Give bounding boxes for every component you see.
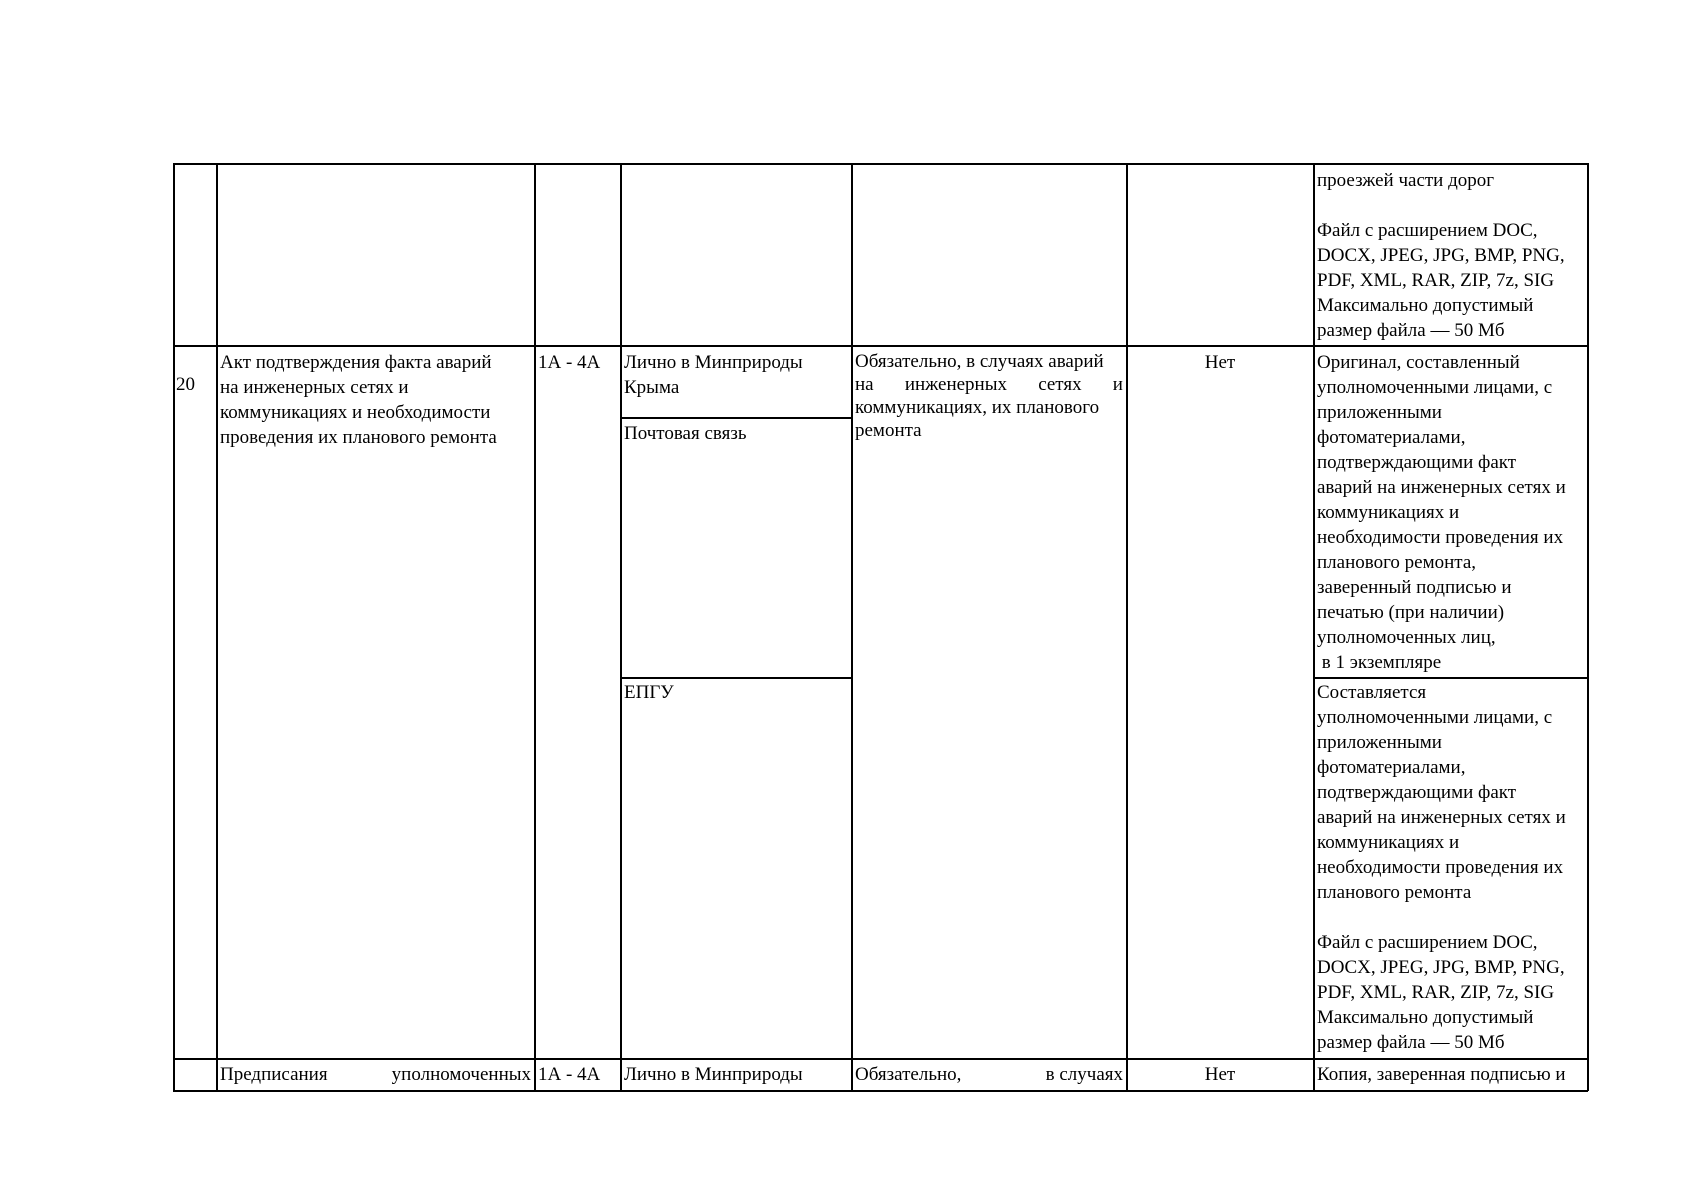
- document-name-cell: [220, 350, 497, 450]
- form-original-cell: [1317, 350, 1566, 675]
- text-line: DOCX, JPEG, JPG, BMP, PNG,: [1317, 957, 1565, 978]
- text-line: коммуникациях и: [1317, 832, 1460, 853]
- text-line: Составляется: [1317, 682, 1427, 703]
- text-line: планового ремонта: [1317, 882, 1472, 903]
- submit-epgu-cell: ЕПГУ: [624, 682, 674, 703]
- text-line: Максимально допустимый: [1317, 295, 1534, 316]
- text-line: проведения их планового ремонта: [220, 427, 497, 448]
- text-line: Акт подтверждения факта аварий: [220, 352, 492, 373]
- text-line: аварий на инженерных сетях и: [1317, 477, 1566, 498]
- text-line: Максимально допустимый: [1317, 1007, 1534, 1028]
- text-line: Обязательно, в случаях аварий: [855, 351, 1104, 372]
- next-form-cell: Копия, заверенная подписью и: [1317, 1064, 1566, 1085]
- text-line: фотоматериалами,: [1317, 427, 1466, 448]
- text-line: необходимости проведения их: [1317, 857, 1564, 878]
- next-requirement-cell: [855, 1062, 1123, 1087]
- text-line: PDF, XML, RAR, ZIP, 7z, SIG: [1317, 982, 1555, 1003]
- text-line: коммуникациях и необходимости: [220, 402, 491, 423]
- text-line: подтверждающими факт: [1317, 782, 1517, 803]
- table-top-border: [173, 163, 1588, 165]
- justified-line: [855, 373, 1123, 396]
- text-line: фотоматериалами,: [1317, 757, 1466, 778]
- word: Обязательно,: [855, 1064, 962, 1085]
- text-line: DOCX, JPEG, JPG, BMP, PNG,: [1317, 245, 1565, 266]
- text-line: уполномоченными лицами, с: [1317, 707, 1553, 728]
- text-line: коммуникациях, их планового: [855, 397, 1100, 418]
- submit-divider-post: [620, 417, 851, 419]
- col-border-3: [620, 163, 622, 1091]
- text-line: коммуникациях и: [1317, 502, 1460, 523]
- word: на: [855, 374, 874, 395]
- cell-top-g: [1317, 168, 1565, 343]
- text-line: Лично в Минприроды: [624, 352, 803, 373]
- text-line: в 1 экземпляре: [1317, 652, 1442, 673]
- table-bottom-border: [173, 1090, 1588, 1092]
- next-extra-flag-cell: Нет: [1204, 1064, 1236, 1085]
- row-divider-bottom: [173, 1058, 1588, 1060]
- text-line: уполномоченными лицами, с: [1317, 377, 1553, 398]
- col-border-4: [851, 163, 853, 1091]
- submit-post-cell: Почтовая связь: [624, 423, 747, 444]
- text-line: Крыма: [624, 377, 680, 398]
- text-line: на инженерных сетях и: [220, 377, 409, 398]
- row-number: 20: [176, 374, 195, 395]
- next-submit-cell: Лично в Минприроды: [624, 1064, 803, 1085]
- word: и: [1112, 374, 1123, 395]
- category-cell: 1А - 4А: [538, 352, 601, 373]
- g-divider: [1313, 677, 1588, 679]
- col-border-right: [1587, 163, 1589, 1091]
- text-line: приложенными: [1317, 402, 1442, 423]
- text-line: планового ремонта,: [1317, 552, 1477, 573]
- text-line: размер файла — 50 Мб: [1317, 320, 1505, 341]
- text-line: проезжей части дорог: [1317, 170, 1495, 191]
- text-line: [1317, 193, 1565, 218]
- submit-personal-cell: [624, 350, 803, 400]
- word: сетях: [1038, 374, 1082, 395]
- text-line: размер файла — 50 Мб: [1317, 1032, 1505, 1053]
- text-line: подтверждающими факт: [1317, 452, 1517, 473]
- word: в случаях: [1045, 1064, 1123, 1085]
- text-line: [1317, 905, 1566, 930]
- form-electronic-cell: [1317, 680, 1566, 1055]
- text-line: приложенными: [1317, 732, 1442, 753]
- word: Предписания: [220, 1064, 328, 1085]
- row-divider-top: [173, 345, 1588, 347]
- col-border-2: [534, 163, 536, 1091]
- extra-flag-cell: Нет: [1204, 352, 1236, 373]
- next-document-name-cell: [220, 1062, 531, 1087]
- text-line: аварий на инженерных сетях и: [1317, 807, 1566, 828]
- word: инженерных: [904, 374, 1007, 395]
- text-line: ремонта: [855, 420, 922, 441]
- col-border-left: [173, 163, 175, 1091]
- text-line: Файл с расширением DOC,: [1317, 220, 1538, 241]
- col-border-5: [1126, 163, 1128, 1091]
- text-line: печатью (при наличии): [1317, 602, 1505, 623]
- text-line: Оригинал, составленный: [1317, 352, 1520, 373]
- word: уполномоченных: [391, 1064, 531, 1085]
- text-line: PDF, XML, RAR, ZIP, 7z, SIG: [1317, 270, 1555, 291]
- text-line: уполномоченных лиц,: [1317, 627, 1496, 648]
- col-border-1: [216, 163, 218, 1091]
- submit-divider-epgu: [620, 677, 851, 679]
- text-line: необходимости проведения их: [1317, 527, 1564, 548]
- requirement-cell: [855, 350, 1123, 442]
- col-border-6: [1313, 163, 1315, 1091]
- text-line: Файл с расширением DOC,: [1317, 932, 1538, 953]
- text-line: заверенный подписью и: [1317, 577, 1512, 598]
- next-category-cell: 1А - 4А: [538, 1064, 601, 1085]
